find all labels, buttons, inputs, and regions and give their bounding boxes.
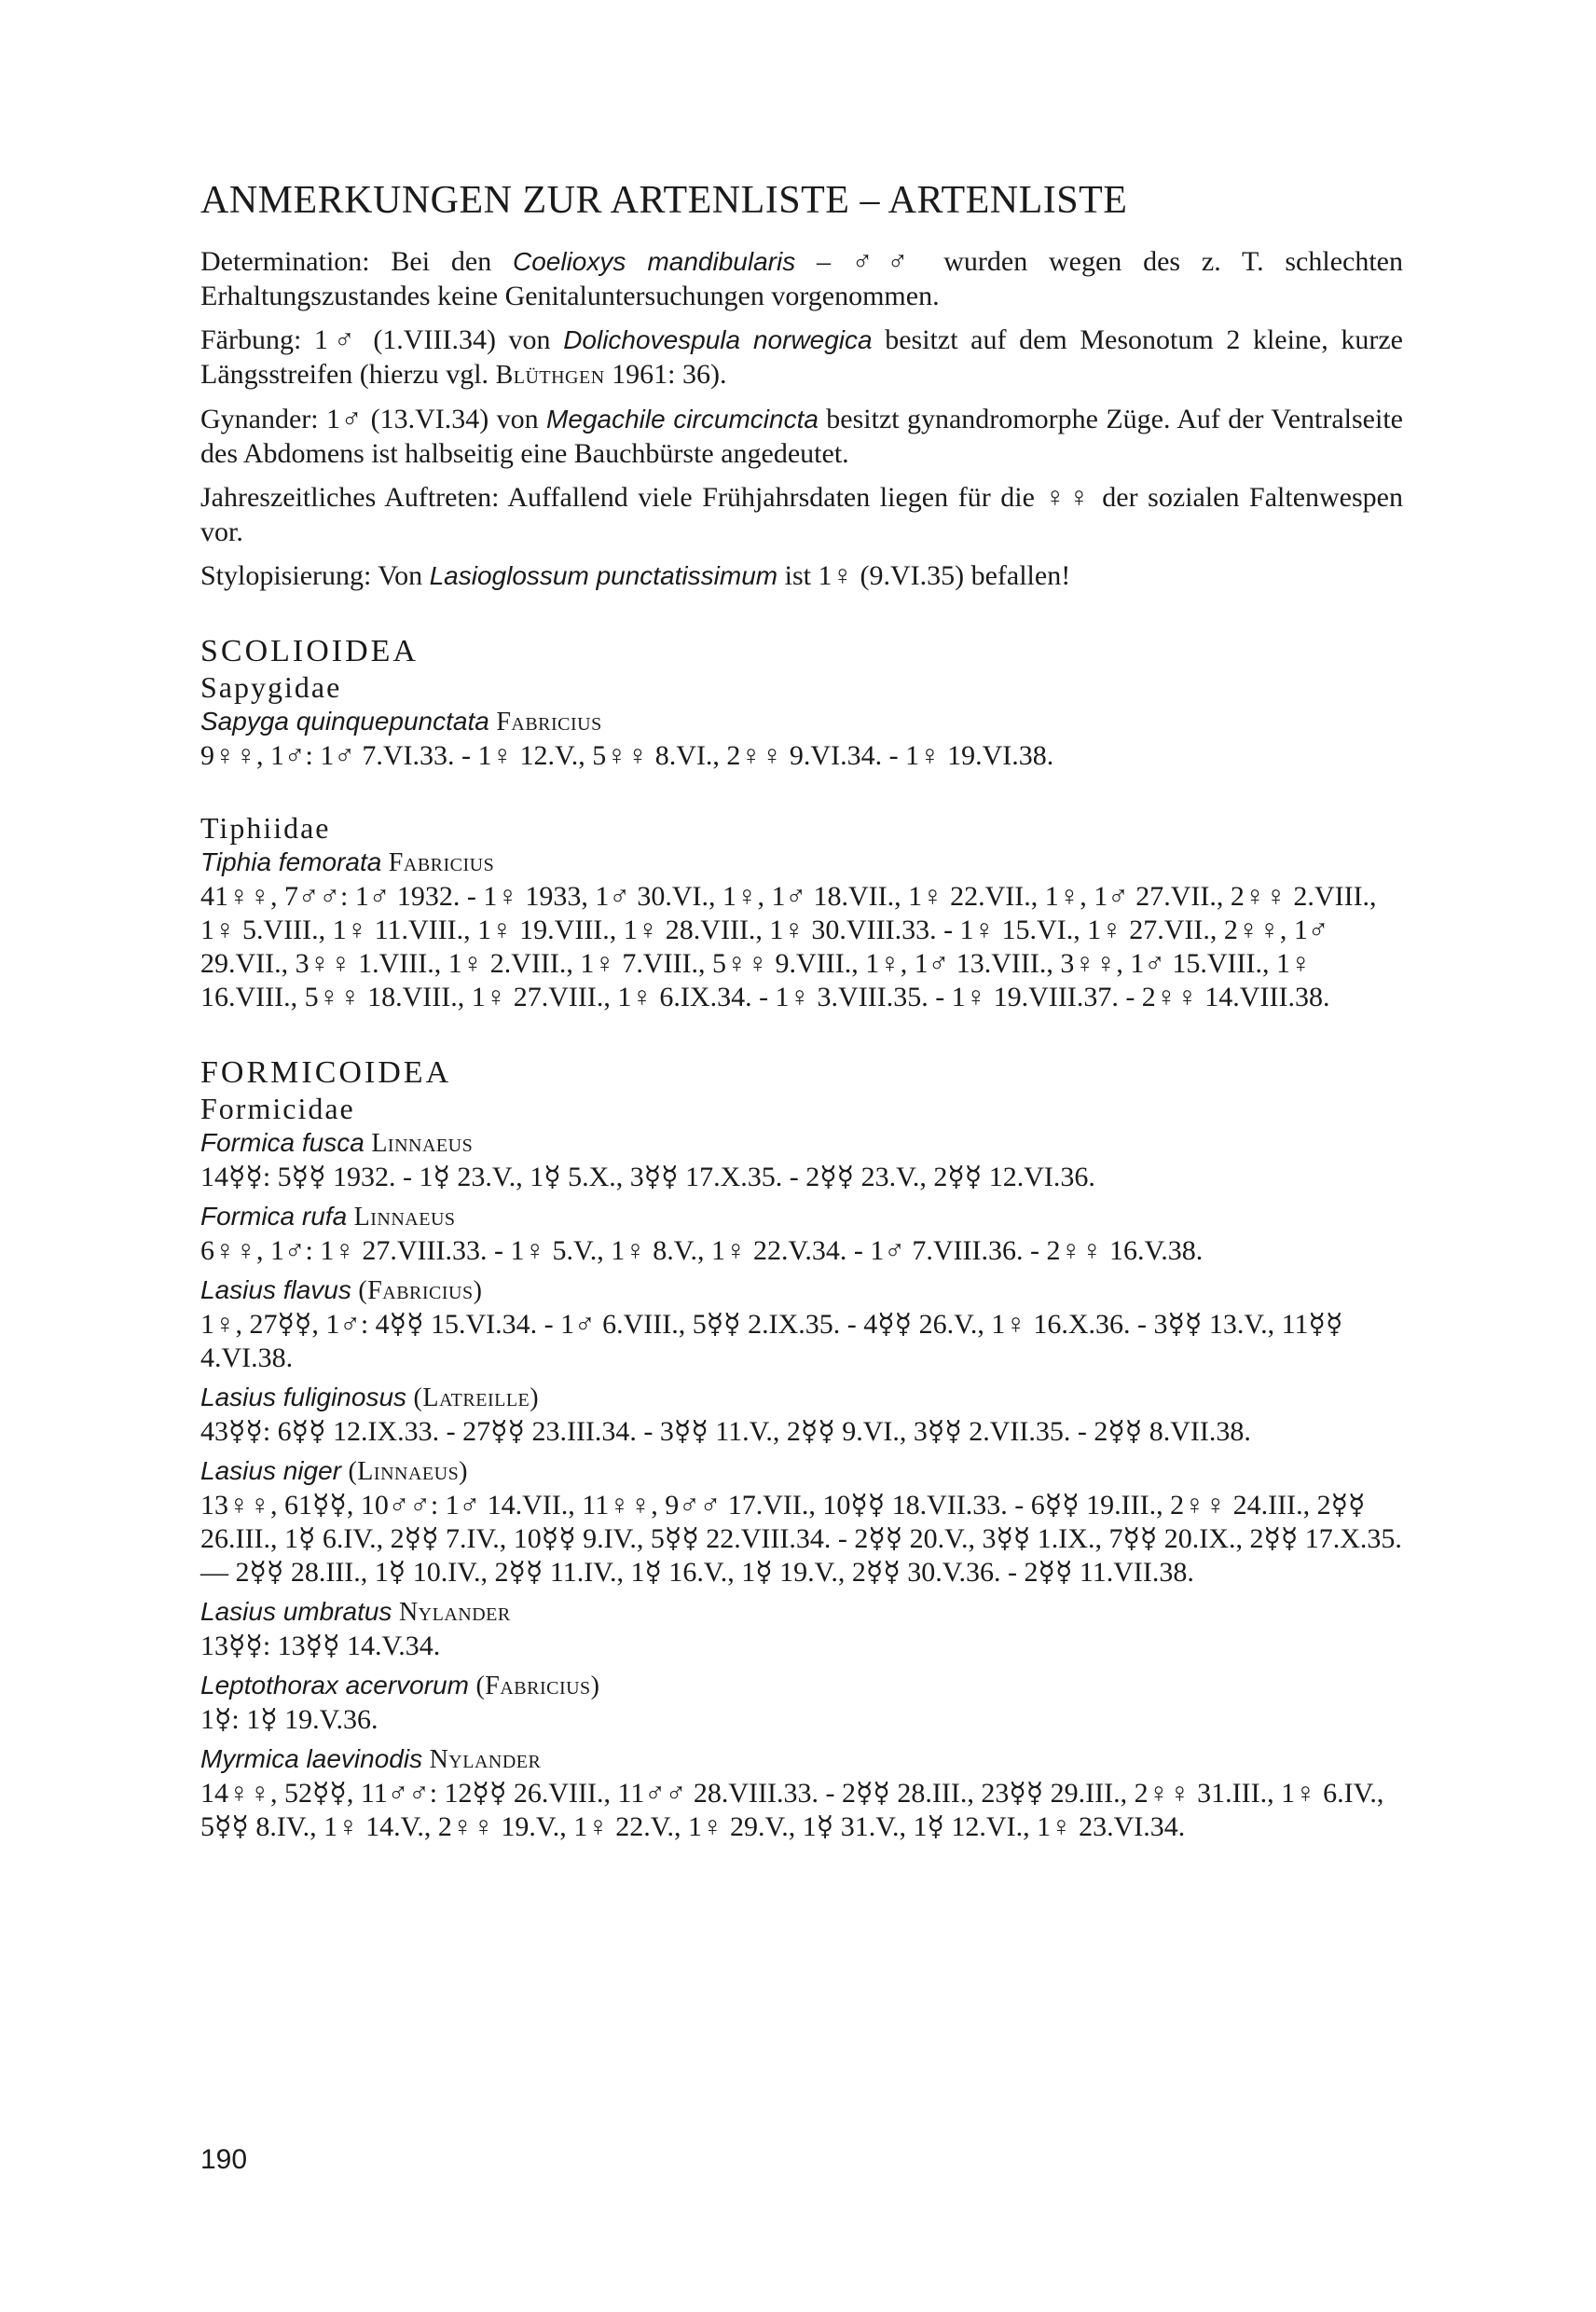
species-author: Linnaeus [371, 1129, 474, 1158]
species-records: 1♀, 27☿☿, 1♂: 4☿☿ 15.VI.34. - 1♂ 6.VIII., 5☿☿ 2.IX.35. - 4☿☿ 26.V., 1♀ 16.X.36. - 3☿☿ 13.V., 11☿☿ 4.VI.38. [200, 1309, 1343, 1373]
note-text: Färbung: 1♂ (1.VIII.34) von [200, 324, 564, 355]
note-text: Stylopisierung: Von [200, 560, 430, 591]
species-name [200, 705, 1403, 739]
page-number: 190 [200, 2144, 248, 2175]
note-text: 1961: 36). [604, 359, 727, 390]
species-name [200, 1454, 1403, 1489]
species-taxon: Lasius umbratus [200, 1597, 392, 1626]
note-jahreszeit [200, 480, 1403, 549]
family-heading: Tiphiidae [200, 811, 331, 845]
species-records: 14♀♀, 52☿☿, 11♂♂: 12☿☿ 26.VIII., 11♂♂ 28.VIII.33. - 2☿☿ 28.III., 23☿☿ 29.III., 2♀♀ 31.III., 1♀ 6.IV., 5☿☿ 8.IV., 1♀ 14.V., 2♀♀ 19.V., 1♀ 22.V., 1♀ 29.V., 1☿ 31.V., 1☿ 12.VI., 1♀ 23.VI.34. [200, 1778, 1384, 1842]
page-heading: ANMERKUNGEN ZUR ARTENLISTE – ARTENLISTE [200, 179, 1128, 222]
note-taxon: Megachile circumcincta [546, 405, 819, 434]
note-gynander [200, 402, 1403, 471]
species-name [200, 1126, 1403, 1161]
species-author: (Latreille) [413, 1383, 540, 1412]
species-records: 14☿☿: 5☿☿ 1932. - 1☿ 23.V., 1☿ 5.X., 3☿☿ 17.X.35. - 2☿☿ 23.V., 2☿☿ 12.VI.36. [200, 1162, 1095, 1192]
species-author: Fabricius [388, 848, 495, 877]
species-taxon: Lasius fuliginosus [200, 1383, 407, 1411]
note-stylopisierung [200, 558, 1403, 593]
species-records: 41♀♀, 7♂♂: 1♂ 1932. - 1♀ 1933, 1♂ 30.VI., 1♀, 1♂ 18.VII., 1♀ 22.VII., 1♀, 1♂ 27.VII., 2♀♀ 2.VIII., 1♀ 5.VIII., 1♀ 11.VIII., 1♀ 19.VIII., 1♀ 28.VIII., 1♀ 30.VIII.33. - 1♀ 15.VI., 1♀ 27.VII., 2♀♀, 1♂ 29.VII., 3♀♀ 1.VIII., 1♀ 2.VIII., 1♀ 7.VIII., 5♀♀ 9.VIII., 1♀, 1♂ 13.VIII., 3♀♀, 1♂ 15.VIII., 1♀ 16.VIII., 5♀♀ 18.VIII., 1♀ 27.VIII., 1♀ 6.IX.34. - 1♀ 3.VIII.35. - 1♀ 19.VIII.37. - 2♀♀ 14.VIII.38. [200, 881, 1377, 1012]
species-taxon: Leptothorax acervorum [200, 1671, 469, 1700]
species-taxon: Formica rufa [200, 1202, 348, 1231]
species-name [200, 1742, 1403, 1777]
species-taxon: Formica fusca [200, 1128, 365, 1157]
superfamily-heading: SCOLIOIDEA [200, 634, 419, 668]
species-name [200, 1595, 1403, 1630]
note-taxon: Lasioglossum punctatissimum [429, 561, 778, 590]
species-name [200, 846, 1403, 880]
species-name [200, 1381, 1403, 1415]
species-author: Nylander [398, 1598, 511, 1627]
species-name [200, 1200, 1403, 1234]
species-records: 13♀♀, 61☿☿, 10♂♂: 1♂ 14.VII., 11♀♀, 9♂♂ 17.VII., 10☿☿ 18.VII.33. - 6☿☿ 19.III., 2♀♀ 24.III., 2☿☿ 26.III., 1☿ 6.IV., 2☿☿ 7.IV., 10☿☿ 9.IV., 5☿☿ 22.VIII.34. - 2☿☿ 20.V., 3☿☿ 1.IX., 7☿☿ 20.IX., 2☿☿ 17.X.35. — 2☿☿ 28.III., 1☿ 10.IV., 2☿☿ 11.IV., 1☿ 16.V., 1☿ 19.V., 2☿☿ 30.V.36. - 2☿☿ 11.VII.38. [200, 1490, 1402, 1588]
species-author: Nylander [429, 1745, 542, 1774]
superfamily-heading: FORMICOIDEA [200, 1055, 452, 1090]
note-author: Blüthgen [495, 361, 605, 390]
note-text: ist 1♀ (9.VI.35) befallen! [777, 560, 1071, 591]
note-taxon: Coelioxys mandibularis [513, 247, 796, 276]
note-taxon: Dolichovespula norwegica [563, 325, 873, 354]
species-name [200, 1273, 1403, 1308]
note-text: – ♂♂ wurden wegen des z. T. schlechten Erhaltungszustandes keine Genitaluntersuchungen vorgenommen. [200, 246, 1403, 311]
species-name [200, 1669, 1403, 1703]
note-determination [200, 244, 1403, 313]
note-faerbung [200, 323, 1403, 392]
species-author: Linnaeus [353, 1203, 456, 1232]
species-records: 9♀♀, 1♂: 1♂ 7.VI.33. - 1♀ 12.V., 5♀♀ 8.VI., 2♀♀ 9.VI.34. - 1♀ 19.VI.38. [200, 740, 1054, 771]
family-heading: Formicidae [200, 1092, 355, 1125]
species-taxon: Lasius flavus [200, 1275, 351, 1304]
note-text: besitzt gynandromorphe Züge. Auf der Ventralseite des Abdomens ist halbseitig eine Bauchbürste angedeutet. [200, 404, 1403, 469]
species-records: 1☿: 1☿ 19.V.36. [200, 1704, 378, 1735]
species-records: 43☿☿: 6☿☿ 12.IX.33. - 27☿☿ 23.III.34. - 3☿☿ 11.V., 2☿☿ 9.VI., 3☿☿ 2.VII.35. - 2☿☿ 8.VII.38. [200, 1416, 1251, 1447]
species-author: Fabricius [496, 708, 602, 736]
species-taxon: Lasius niger [200, 1456, 341, 1485]
species-taxon: Sapyga quinquepunctata [200, 707, 489, 736]
note-text: Gynander: 1♂ (13.VI.34) von [200, 404, 547, 434]
species-taxon: Myrmica laevinodis [200, 1744, 423, 1773]
species-author: (Fabricius) [475, 1672, 600, 1700]
note-text: besitzt auf dem Mesonotum 2 kleine, kurze Längsstreifen (hierzu vgl. [200, 324, 1403, 390]
text-column [200, 177, 1403, 1844]
species-author: (Fabricius) [358, 1276, 483, 1305]
family-heading: Sapygidae [200, 670, 342, 704]
note-text: Determination: Bei den [200, 246, 513, 277]
species-author: (Linnaeus) [348, 1457, 469, 1486]
species-records: 6♀♀, 1♂: 1♀ 27.VIII.33. - 1♀ 5.V., 1♀ 8.V., 1♀ 22.V.34. - 1♂ 7.VIII.36. - 2♀♀ 16.V.38. [200, 1235, 1204, 1266]
species-records: 13☿☿: 13☿☿ 14.V.34. [200, 1631, 441, 1661]
note-text: Jahreszeitliches Auftreten: Auffallend viele Frühjahrsdaten liegen für die ♀♀ der sozialen Faltenwespen vor. [200, 482, 1403, 547]
species-taxon: Tiphia femorata [200, 847, 382, 876]
